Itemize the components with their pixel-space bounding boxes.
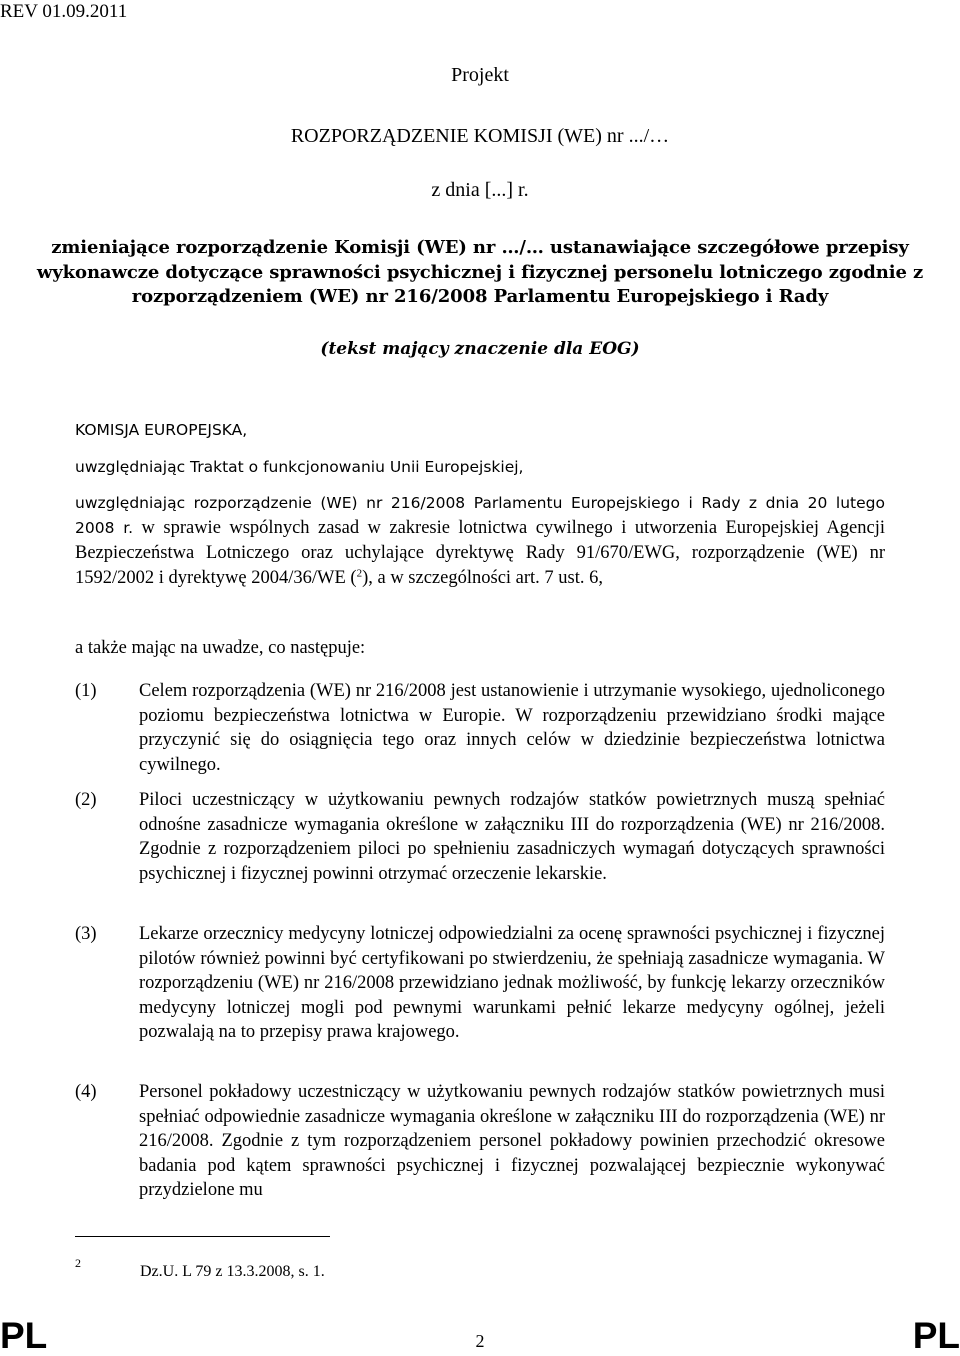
description-line: rozporządzeniem (WE) nr 216/2008 Parlamentu Europejskiego i Rady bbox=[131, 286, 829, 307]
recital-number: (3) bbox=[75, 924, 97, 944]
footnote-reference[interactable]: 2 bbox=[356, 567, 363, 580]
recital-text: Celem rozporządzenia (WE) nr 216/2008 jest ustanowienie i utrzymanie wysokiego, ujednoliconego poziomu bezpieczeństwa lotnictwa w Europie. W rozporządzeniu przewidziano środki mające przyczynić się do osiągnięcia tego oraz innych celów w dziedzinie bezpieczeństwa lotnictwa cywilnego. bbox=[139, 681, 885, 775]
document-date: z dnia [...] r. bbox=[431, 179, 529, 201]
footnote-separator bbox=[75, 1236, 330, 1237]
treaty-citation: uwzględniając Traktat o funkcjonowaniu Unii Europejskiej, bbox=[75, 458, 524, 476]
language-code-left: PL bbox=[0, 1315, 48, 1356]
footnote-text: Dz.U. L 79 z 13.3.2008, s. 1. bbox=[140, 1263, 325, 1280]
document-title: ROZPORZĄDZENIE KOMISJI (WE) nr .../… bbox=[290, 125, 670, 147]
recital-text: Lekarze orzecznicy medycyny lotniczej odpowiedzialni za ocenę sprawności psychicznej i fizycznej pilotów również powinni być certyfikowani po stwierdzeniu, że spełniają zasadnicze wymagania. W rozporządzeniu (WE) nr 216/2008 przewidziano jednak możliwość, by funkcję lekarzy orzeczników medycyny lotniczej mogli pod pewnymi warunkami pełnić lekarze medycyny ogólnej, jeżeli pozwalają na to przepisy prawa krajowego. bbox=[139, 924, 885, 1043]
document-status: Projekt bbox=[451, 64, 509, 86]
regulation-citation bbox=[75, 491, 885, 591]
institution-line: KOMISJA EUROPEJSKA, bbox=[75, 421, 248, 439]
eea-relevance: (tekst mający znaczenie dla EOG) bbox=[320, 339, 640, 359]
language-code-right: PL bbox=[912, 1315, 960, 1356]
revision-label: REV 01.09.2011 bbox=[0, 1, 128, 22]
recital-text: Personel pokładowy uczestniczący w użytkowaniu pewnych rodzajów statków powietrznych musi spełniać odpowiednie zasadnicze wymagania określone w załączniku III do rozporządzenia (WE) nr 216/2008. Zgodnie z tym rozporządzeniem personel pokładowy powinien przechodzić okresowe badania pod kątem sprawności psychicznej i fizycznej pozwalającej bezpiecznie wykonywać przydzielone mu bbox=[139, 1082, 885, 1201]
recital-number: (2) bbox=[75, 790, 97, 810]
document-description bbox=[0, 236, 960, 310]
regulation-citation-rest: w sprawie wspólnych zasad w zakresie lotnictwa cywilnego i utworzenia Europejskiej Agencji Bezpieczeństwa Lotniczego oraz uchylające dyrektywę Rady 91/670/EWG, rozporządzenie (WE) nr 1592/2002 i dyrektywę 2004/36/WE ( bbox=[75, 518, 885, 588]
recital-text: Piloci uczestniczący w użytkowaniu pewnych rodzajów statków powietrznych muszą spełniać odnośne zasadnicze wymagania określone w załączniku III do rozporządzenia (WE) nr 216/2008. Zgodnie z rozporządzeniem piloci po spełnieniu zasadniczych wymagań dotyczących sprawności psychicznej i fizycznej powinni otrzymać orzeczenie lekarskie. bbox=[139, 790, 885, 884]
description-line: wykonawcze dotyczące sprawności psychicznej i fizycznej personelu lotniczego zgodnie z bbox=[36, 261, 924, 283]
page-number: 2 bbox=[475, 1331, 485, 1351]
regulation-citation-start: uwzględniając rozporządzenie (WE) nr 216/2008 Parlamentu Europejskiego i Rady z dnia 20 lutego 2008 r. bbox=[75, 494, 885, 537]
description-line: zmieniające rozporządzenie Komisji (WE) nr …/… ustanawiające szczegółowe przepisy bbox=[51, 237, 909, 258]
recital-number: (1) bbox=[75, 681, 97, 701]
regulation-citation-end: ), a w szczególności art. 7 ust. 6, bbox=[362, 568, 604, 588]
recital-number: (4) bbox=[75, 1082, 97, 1102]
footnote-mark: 2 bbox=[75, 1256, 81, 1270]
whereas-intro: a także mając na uwadze, co następuje: bbox=[75, 638, 366, 658]
